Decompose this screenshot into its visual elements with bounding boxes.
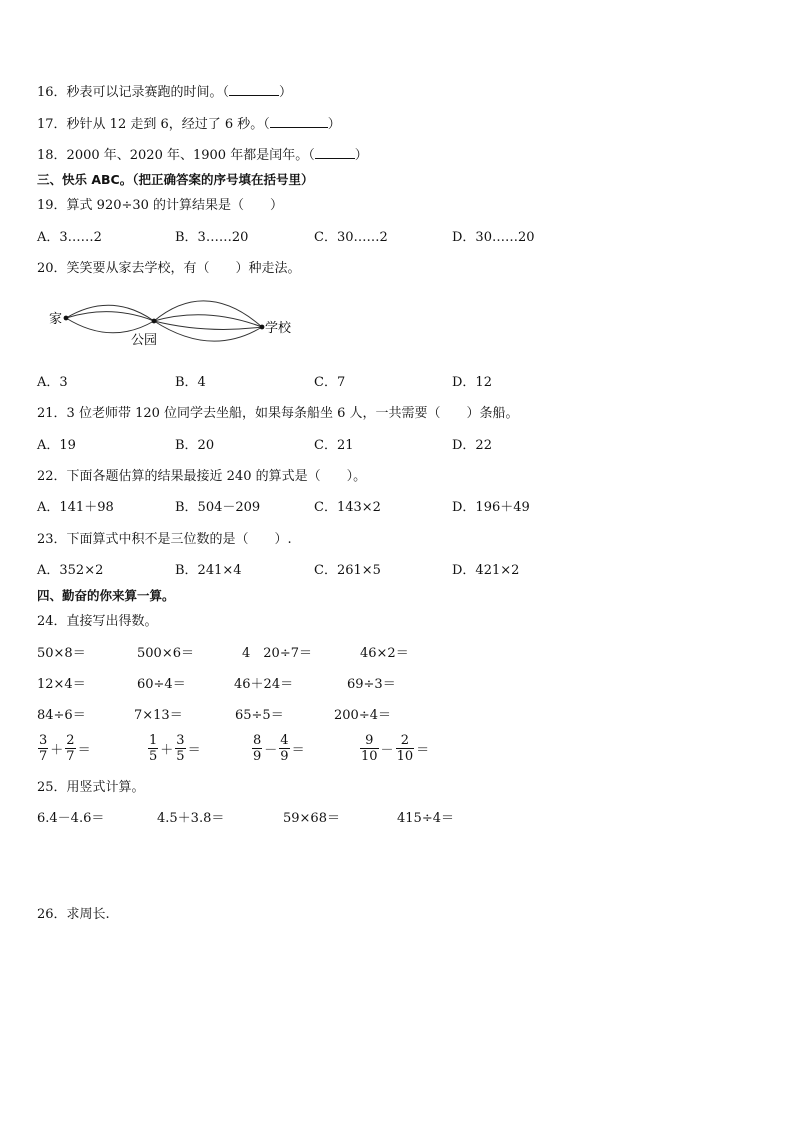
denominator: 10 <box>361 749 378 764</box>
question-20-stem: 20．笑笑要从家去学校，有（ ）种走法。 <box>37 261 301 276</box>
operator: － <box>264 743 278 758</box>
vertical-calc-item: 59×68＝ <box>283 811 340 826</box>
equals: ＝ <box>77 743 91 758</box>
section-3-heading: 三、快乐 ABC。（把正确答案的序号填在括号里） <box>37 172 314 187</box>
calc-item: 500×6＝ <box>137 646 194 661</box>
question-16-close: ） <box>279 85 293 100</box>
answer-blank[interactable] <box>229 83 279 96</box>
school-label: 学校 <box>265 321 292 336</box>
question-17-close: ） <box>327 117 341 132</box>
equals: ＝ <box>416 743 430 758</box>
question-25-stem: 25．用竖式计算。 <box>37 780 145 795</box>
calc-item: 4 20÷7＝ <box>242 646 312 661</box>
fraction <box>148 733 158 764</box>
q21-option-a[interactable]: A．19 <box>37 438 76 453</box>
numerator: 9 <box>360 733 379 749</box>
route-park-school-2 <box>154 315 262 327</box>
route-park-school-1 <box>154 301 262 327</box>
fraction-expression <box>359 733 430 764</box>
operator: － <box>380 743 394 758</box>
q21-option-b[interactable]: B．20 <box>175 438 215 453</box>
park-point <box>152 319 157 324</box>
q20-option-c[interactable]: C．7 <box>314 375 346 390</box>
denominator: 9 <box>253 749 262 764</box>
home-label: 家 <box>49 312 63 327</box>
denominator: 7 <box>39 749 48 764</box>
numerator: 2 <box>396 733 415 749</box>
fraction <box>279 733 289 764</box>
route-park-school-4 <box>154 321 262 341</box>
calc-item: 60÷4＝ <box>137 677 186 692</box>
question-16-text: 16．秒表可以记录赛跑的时间。（ <box>37 85 230 100</box>
q19-option-d[interactable]: D．30……20 <box>452 230 535 245</box>
fraction <box>252 733 262 764</box>
calc-item: 46×2＝ <box>360 646 409 661</box>
operator: ＋ <box>160 743 174 758</box>
q23-option-b[interactable]: B．241×4 <box>175 563 242 578</box>
fraction-expression <box>37 733 92 764</box>
fraction <box>360 733 379 764</box>
question-23-stem: 23．下面算式中积不是三位数的是（ ）. <box>37 532 292 547</box>
denominator: 5 <box>149 749 158 764</box>
question-22-stem: 22．下面各题估算的结果最接近 240 的算式是（ ）。 <box>37 469 367 484</box>
question-18 <box>37 146 368 165</box>
calc-item: 200÷4＝ <box>334 708 391 723</box>
vertical-calc-item: 6.4－4.6＝ <box>37 811 105 826</box>
q23-option-a[interactable]: A．352×2 <box>37 563 104 578</box>
q22-option-d[interactable]: D．196＋49 <box>452 500 530 515</box>
question-18-close: ） <box>354 148 368 163</box>
fraction <box>396 733 415 764</box>
route-home-park-3 <box>66 318 154 333</box>
numerator: 8 <box>253 733 262 748</box>
q22-option-b[interactable]: B．504－209 <box>175 500 261 515</box>
fraction-expression <box>251 733 306 764</box>
question-17 <box>37 115 341 134</box>
section-4-heading: 四、勤奋的你来算一算。 <box>37 588 175 603</box>
numerator: 3 <box>39 733 48 748</box>
calc-item: 12×4＝ <box>37 677 86 692</box>
q21-option-c[interactable]: C．21 <box>314 438 354 453</box>
calc-item: 46＋24＝ <box>234 677 294 692</box>
fraction <box>175 733 185 764</box>
route-park-school-3 <box>154 321 262 329</box>
vertical-calc-item: 415÷4＝ <box>397 811 454 826</box>
route-home-park-1 <box>66 305 154 321</box>
fraction <box>38 733 48 764</box>
calc-item: 65÷5＝ <box>235 708 284 723</box>
numerator: 2 <box>66 733 75 748</box>
fraction <box>65 733 75 764</box>
q20-option-b[interactable]: B．4 <box>175 375 206 390</box>
numerator: 1 <box>149 733 158 748</box>
calc-item: 7×13＝ <box>134 708 183 723</box>
question-26-stem: 26．求周长. <box>37 907 110 922</box>
equals: ＝ <box>187 743 201 758</box>
q23-option-d[interactable]: D．421×2 <box>452 563 520 578</box>
question-24-stem: 24．直接写出得数。 <box>37 614 158 629</box>
q21-option-d[interactable]: D．22 <box>452 438 492 453</box>
fraction-expression <box>147 733 202 764</box>
q22-option-c[interactable]: C．143×2 <box>314 500 381 515</box>
q23-option-c[interactable]: C．261×5 <box>314 563 381 578</box>
q22-option-a[interactable]: A．141＋98 <box>37 500 114 515</box>
question-18-text: 18．2000 年、2020 年、1900 年都是闰年。（ <box>37 148 315 163</box>
q19-option-c[interactable]: C．30……2 <box>314 230 388 245</box>
denominator: 9 <box>280 749 289 764</box>
home-point <box>64 316 69 321</box>
route-diagram <box>46 296 306 350</box>
question-17-text: 17．秒针从 12 走到 6，经过了 6 秒。（ <box>37 117 270 132</box>
question-21-stem: 21．3 位老师带 120 位同学去坐船，如果每条船坐 6 人，一共需要（ ）条船。 <box>37 406 519 421</box>
numerator: 3 <box>176 733 185 748</box>
question-19-stem: 19．算式 920÷30 的计算结果是（ ） <box>37 198 284 213</box>
q19-option-b[interactable]: B．3……20 <box>175 230 249 245</box>
park-label: 公园 <box>131 333 158 348</box>
calc-item: 69÷3＝ <box>347 677 396 692</box>
answer-blank[interactable] <box>270 115 328 128</box>
q20-option-d[interactable]: D．12 <box>452 375 492 390</box>
q20-option-a[interactable]: A．3 <box>37 375 68 390</box>
equals: ＝ <box>291 743 305 758</box>
calc-item: 84÷6＝ <box>37 708 86 723</box>
q19-option-a[interactable]: A．3……2 <box>37 230 102 245</box>
denominator: 10 <box>396 749 414 764</box>
answer-blank[interactable] <box>315 146 355 159</box>
school-point <box>260 325 265 330</box>
denominator: 5 <box>176 749 185 764</box>
numerator: 4 <box>280 733 289 748</box>
operator: ＋ <box>50 743 64 758</box>
question-16 <box>37 83 292 102</box>
vertical-calc-item: 4.5＋3.8＝ <box>157 811 225 826</box>
denominator: 7 <box>66 749 75 764</box>
calc-item: 50×8＝ <box>37 646 86 661</box>
